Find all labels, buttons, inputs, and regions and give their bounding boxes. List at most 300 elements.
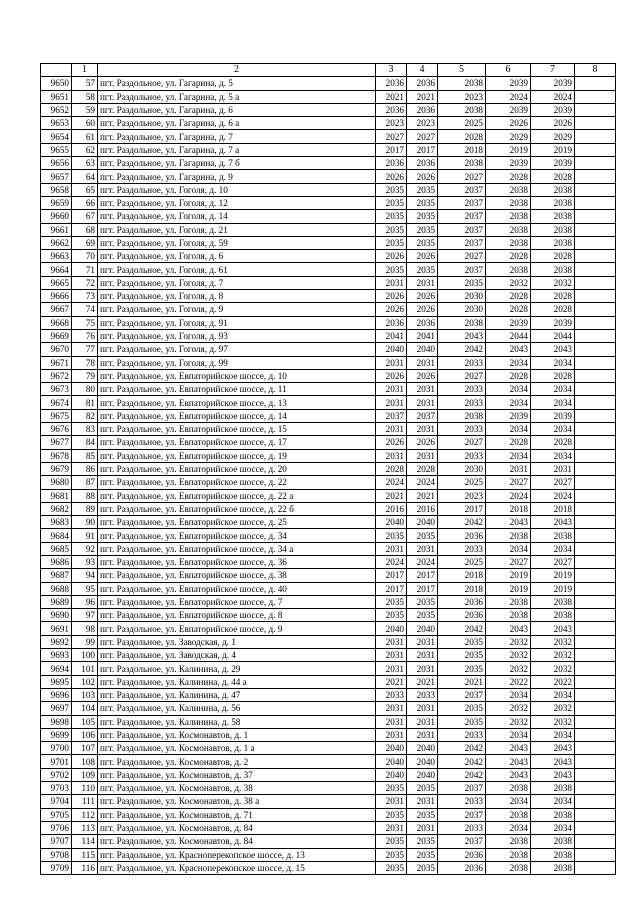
header-cell: 5: [438, 64, 486, 77]
row-number-cell: 9682: [41, 502, 72, 515]
row-number-cell: 9686: [41, 555, 72, 568]
address-cell: пгт. Раздольное, ул. Евпаторийское шоссе, д. 13: [98, 396, 376, 409]
col8-cell: [575, 861, 616, 874]
address-cell: пгт. Раздольное, ул. Космонавтов, д. 2: [98, 755, 376, 768]
year-col3-cell: 2031: [376, 662, 407, 675]
year-col3-cell: 2041: [376, 329, 407, 342]
year-col6-cell: 2032: [486, 702, 531, 715]
year-col3-cell: 2026: [376, 170, 407, 183]
year-col4-cell: 2031: [407, 635, 438, 648]
year-col6-cell: 2018: [486, 502, 531, 515]
year-col6-cell: 2043: [486, 742, 531, 755]
year-col7-cell: 2019: [531, 569, 575, 582]
address-cell: пгт. Раздольное, ул. Гагарина, д. 9: [98, 170, 376, 183]
year-col4-cell: 2031: [407, 715, 438, 728]
year-col6-cell: 2028: [486, 436, 531, 449]
col8-cell: [575, 329, 616, 342]
row-number-cell: 9707: [41, 835, 72, 848]
year-col3-cell: 2031: [376, 383, 407, 396]
item-number-cell: 65: [72, 183, 98, 196]
item-number-cell: 61: [72, 130, 98, 143]
year-col4-cell: 2017: [407, 569, 438, 582]
table-row: [41, 768, 616, 781]
year-col7-cell: 2034: [531, 688, 575, 701]
year-col3-cell: 2040: [376, 768, 407, 781]
year-col4-cell: 2031: [407, 821, 438, 834]
row-number-cell: 9656: [41, 157, 72, 170]
item-number-cell: 108: [72, 755, 98, 768]
year-col4-cell: 2031: [407, 276, 438, 289]
item-number-cell: 85: [72, 449, 98, 462]
year-col6-cell: 2034: [486, 449, 531, 462]
col8-cell: [575, 662, 616, 675]
year-col4-cell: 2035: [407, 595, 438, 608]
year-col5-cell: 2042: [438, 755, 486, 768]
year-col3-cell: 2017: [376, 143, 407, 156]
year-col3-cell: 2035: [376, 848, 407, 861]
col8-cell: [575, 130, 616, 143]
year-col6-cell: 2032: [486, 649, 531, 662]
year-col6-cell: 2044: [486, 329, 531, 342]
row-number-cell: 9688: [41, 582, 72, 595]
col8-cell: [575, 316, 616, 329]
row-number-cell: 9692: [41, 635, 72, 648]
year-col5-cell: 2025: [438, 117, 486, 130]
col8-cell: [575, 436, 616, 449]
year-col6-cell: 2032: [486, 276, 531, 289]
item-number-cell: 79: [72, 369, 98, 382]
address-cell: пгт. Раздольное, ул. Евпаторийское шоссе, д. 8: [98, 609, 376, 622]
col8-cell: [575, 555, 616, 568]
row-number-cell: 9679: [41, 462, 72, 475]
year-col5-cell: 2018: [438, 582, 486, 595]
col8-cell: [575, 569, 616, 582]
row-number-cell: 9696: [41, 688, 72, 701]
col8-cell: [575, 516, 616, 529]
year-col4-cell: 2026: [407, 303, 438, 316]
col8-cell: [575, 542, 616, 555]
table-header-row: [41, 64, 616, 77]
year-col7-cell: 2038: [531, 808, 575, 821]
address-cell: пгт. Раздольное, ул. Гоголя, д. 10: [98, 183, 376, 196]
year-col5-cell: 2030: [438, 303, 486, 316]
item-number-cell: 96: [72, 595, 98, 608]
year-col7-cell: 2018: [531, 502, 575, 515]
year-col7-cell: 2032: [531, 702, 575, 715]
year-col7-cell: 2034: [531, 423, 575, 436]
year-col7-cell: 2034: [531, 542, 575, 555]
table-row: [41, 782, 616, 795]
year-col5-cell: 2033: [438, 449, 486, 462]
item-number-cell: 62: [72, 143, 98, 156]
year-col5-cell: 2043: [438, 329, 486, 342]
year-col4-cell: 2031: [407, 795, 438, 808]
row-number-cell: 9689: [41, 595, 72, 608]
row-number-cell: 9703: [41, 782, 72, 795]
row-number-cell: 9667: [41, 303, 72, 316]
col8-cell: [575, 476, 616, 489]
year-col5-cell: 2035: [438, 649, 486, 662]
row-number-cell: 9681: [41, 489, 72, 502]
item-number-cell: 105: [72, 715, 98, 728]
year-col5-cell: 2033: [438, 728, 486, 741]
col8-cell: [575, 609, 616, 622]
year-col3-cell: 2040: [376, 343, 407, 356]
table-row: [41, 130, 616, 143]
address-cell: пгт. Раздольное, ул. Евпаторийское шоссе, д. 15: [98, 423, 376, 436]
row-number-cell: 9659: [41, 196, 72, 209]
table-row: [41, 423, 616, 436]
item-number-cell: 114: [72, 835, 98, 848]
year-col4-cell: 2017: [407, 143, 438, 156]
year-col5-cell: 2037: [438, 688, 486, 701]
table-row: [41, 223, 616, 236]
year-col5-cell: 2025: [438, 555, 486, 568]
address-cell: пгт. Раздольное, ул. Космонавтов, д. 84: [98, 835, 376, 848]
address-cell: пгт. Раздольное, ул. Гоголя, д. 61: [98, 263, 376, 276]
table-row: [41, 436, 616, 449]
year-col3-cell: 2035: [376, 595, 407, 608]
year-col6-cell: 2029: [486, 130, 531, 143]
year-col6-cell: 2019: [486, 582, 531, 595]
year-col6-cell: 2022: [486, 675, 531, 688]
year-col4-cell: 2017: [407, 582, 438, 595]
year-col5-cell: 2023: [438, 90, 486, 103]
year-col7-cell: 2039: [531, 77, 575, 90]
col8-cell: [575, 236, 616, 249]
table-row: [41, 236, 616, 249]
year-col4-cell: 2041: [407, 329, 438, 342]
row-number-cell: 9704: [41, 795, 72, 808]
table-row: [41, 356, 616, 369]
year-col4-cell: 2035: [407, 263, 438, 276]
table-row: [41, 808, 616, 821]
table-row: [41, 662, 616, 675]
row-number-cell: 9685: [41, 542, 72, 555]
year-col7-cell: 2038: [531, 835, 575, 848]
col8-cell: [575, 290, 616, 303]
year-col6-cell: 2038: [486, 196, 531, 209]
address-cell: пгт. Раздольное, ул. Гоголя, д. 99: [98, 356, 376, 369]
year-col3-cell: 2040: [376, 516, 407, 529]
table-row: [41, 795, 616, 808]
item-number-cell: 66: [72, 196, 98, 209]
year-col3-cell: 2031: [376, 649, 407, 662]
year-col6-cell: 2038: [486, 263, 531, 276]
year-col5-cell: 2021: [438, 675, 486, 688]
year-col6-cell: 2034: [486, 688, 531, 701]
row-number-cell: 9677: [41, 436, 72, 449]
address-cell: пгт. Раздольное, ул. Евпаторийское шоссе, д. 38: [98, 569, 376, 582]
item-number-cell: 101: [72, 662, 98, 675]
year-col5-cell: 2033: [438, 396, 486, 409]
year-col5-cell: 2037: [438, 835, 486, 848]
address-cell: пгт. Раздольное, ул. Заводская, д. 4: [98, 649, 376, 662]
item-number-cell: 57: [72, 77, 98, 90]
col8-cell: [575, 582, 616, 595]
item-number-cell: 71: [72, 263, 98, 276]
row-number-cell: 9695: [41, 675, 72, 688]
item-number-cell: 86: [72, 462, 98, 475]
year-col7-cell: 2039: [531, 409, 575, 422]
address-cell: пгт. Раздольное, ул. Евпаторийское шоссе, д. 14: [98, 409, 376, 422]
item-number-cell: 92: [72, 542, 98, 555]
header-cell: 6: [486, 64, 531, 77]
address-cell: пгт. Раздольное, ул. Евпаторийское шоссе, д. 22 а: [98, 489, 376, 502]
year-col3-cell: 2031: [376, 635, 407, 648]
year-col4-cell: 2040: [407, 343, 438, 356]
year-col5-cell: 2036: [438, 848, 486, 861]
year-col7-cell: 2039: [531, 103, 575, 116]
year-col4-cell: 2026: [407, 436, 438, 449]
year-col4-cell: 2023: [407, 117, 438, 130]
year-col6-cell: 2039: [486, 409, 531, 422]
year-col5-cell: 2028: [438, 130, 486, 143]
year-col7-cell: 2034: [531, 821, 575, 834]
table-row: [41, 649, 616, 662]
col8-cell: [575, 449, 616, 462]
year-col5-cell: 2042: [438, 768, 486, 781]
year-col6-cell: 2043: [486, 622, 531, 635]
year-col5-cell: 2027: [438, 250, 486, 263]
year-col3-cell: 2035: [376, 210, 407, 223]
table-row: [41, 409, 616, 422]
year-col4-cell: 2036: [407, 103, 438, 116]
address-cell: пгт. Раздольное, ул. Гоголя, д. 14: [98, 210, 376, 223]
year-col7-cell: 2038: [531, 223, 575, 236]
row-number-cell: 9680: [41, 476, 72, 489]
year-col4-cell: 2031: [407, 423, 438, 436]
col8-cell: [575, 356, 616, 369]
year-col4-cell: 2035: [407, 183, 438, 196]
year-col3-cell: 2031: [376, 702, 407, 715]
row-number-cell: 9673: [41, 383, 72, 396]
year-col5-cell: 2030: [438, 290, 486, 303]
year-col7-cell: 2038: [531, 529, 575, 542]
year-col6-cell: 2028: [486, 250, 531, 263]
year-col4-cell: 2036: [407, 157, 438, 170]
row-number-cell: 9662: [41, 236, 72, 249]
year-col6-cell: 2034: [486, 356, 531, 369]
item-number-cell: 80: [72, 383, 98, 396]
item-number-cell: 60: [72, 117, 98, 130]
year-col3-cell: 2037: [376, 409, 407, 422]
year-col7-cell: 2039: [531, 157, 575, 170]
item-number-cell: 83: [72, 423, 98, 436]
year-col5-cell: 2035: [438, 635, 486, 648]
year-col4-cell: 2021: [407, 489, 438, 502]
year-col4-cell: 2031: [407, 356, 438, 369]
year-col6-cell: 2038: [486, 848, 531, 861]
table-row: [41, 143, 616, 156]
col8-cell: [575, 782, 616, 795]
item-number-cell: 84: [72, 436, 98, 449]
year-col4-cell: 2031: [407, 383, 438, 396]
year-col4-cell: 2036: [407, 316, 438, 329]
address-cell: пгт. Раздольное, ул. Евпаторийское шоссе, д. 7: [98, 595, 376, 608]
address-cell: пгт. Раздольное, ул. Гагарина, д. 7 а: [98, 143, 376, 156]
year-col5-cell: 2038: [438, 157, 486, 170]
year-col3-cell: 2026: [376, 369, 407, 382]
row-number-cell: 9708: [41, 848, 72, 861]
year-col4-cell: 2036: [407, 77, 438, 90]
table-row: [41, 516, 616, 529]
year-col7-cell: 2043: [531, 768, 575, 781]
year-col6-cell: 2024: [486, 489, 531, 502]
row-number-cell: 9670: [41, 343, 72, 356]
row-number-cell: 9651: [41, 90, 72, 103]
col8-cell: [575, 303, 616, 316]
year-col7-cell: 2043: [531, 755, 575, 768]
address-cell: пгт. Раздольное, ул. Евпаторийское шоссе, д. 19: [98, 449, 376, 462]
year-col6-cell: 2038: [486, 529, 531, 542]
row-number-cell: 9701: [41, 755, 72, 768]
item-number-cell: 69: [72, 236, 98, 249]
col8-cell: [575, 728, 616, 741]
col8-cell: [575, 276, 616, 289]
year-col4-cell: 2035: [407, 782, 438, 795]
row-number-cell: 9650: [41, 77, 72, 90]
year-col5-cell: 2035: [438, 662, 486, 675]
year-col3-cell: 2035: [376, 861, 407, 874]
year-col4-cell: 2021: [407, 675, 438, 688]
year-col5-cell: 2037: [438, 236, 486, 249]
address-cell: пгт. Раздольное, ул. Космонавтов, д. 38 а: [98, 795, 376, 808]
year-col7-cell: 2043: [531, 622, 575, 635]
year-col6-cell: 2032: [486, 635, 531, 648]
table-row: [41, 210, 616, 223]
year-col5-cell: 2042: [438, 516, 486, 529]
year-col4-cell: 2035: [407, 848, 438, 861]
year-col6-cell: 2034: [486, 383, 531, 396]
table-row: [41, 489, 616, 502]
table-row: [41, 609, 616, 622]
item-number-cell: 95: [72, 582, 98, 595]
year-col6-cell: 2032: [486, 662, 531, 675]
address-cell: пгт. Раздольное, ул. Евпаторийское шоссе, д. 36: [98, 555, 376, 568]
year-col6-cell: 2043: [486, 755, 531, 768]
year-col5-cell: 2036: [438, 861, 486, 874]
address-cell: пгт. Раздольное, ул. Космонавтов, д. 71: [98, 808, 376, 821]
item-number-cell: 63: [72, 157, 98, 170]
table-row: [41, 742, 616, 755]
year-col4-cell: 2035: [407, 236, 438, 249]
col8-cell: [575, 396, 616, 409]
row-number-cell: 9654: [41, 130, 72, 143]
row-number-cell: 9706: [41, 821, 72, 834]
item-number-cell: 107: [72, 742, 98, 755]
item-number-cell: 68: [72, 223, 98, 236]
item-number-cell: 81: [72, 396, 98, 409]
year-col7-cell: 2034: [531, 795, 575, 808]
year-col5-cell: 2038: [438, 409, 486, 422]
address-cell: пгт. Раздольное, ул. Евпаторийское шоссе, д. 40: [98, 582, 376, 595]
table-row: [41, 316, 616, 329]
header-cell: [41, 64, 72, 77]
item-number-cell: 58: [72, 90, 98, 103]
year-col5-cell: 2037: [438, 210, 486, 223]
year-col4-cell: 2037: [407, 409, 438, 422]
col8-cell: [575, 688, 616, 701]
year-col6-cell: 2028: [486, 290, 531, 303]
table-row: [41, 276, 616, 289]
address-cell: пгт. Раздольное, ул. Гагарина, д. 5: [98, 77, 376, 90]
col8-cell: [575, 755, 616, 768]
row-number-cell: 9687: [41, 569, 72, 582]
address-cell: пгт. Раздольное, ул. Гоголя, д. 93: [98, 329, 376, 342]
year-col3-cell: 2036: [376, 316, 407, 329]
year-col4-cell: 2026: [407, 369, 438, 382]
col8-cell: [575, 529, 616, 542]
year-col7-cell: 2028: [531, 250, 575, 263]
item-number-cell: 70: [72, 250, 98, 263]
year-col5-cell: 2017: [438, 502, 486, 515]
row-number-cell: 9693: [41, 649, 72, 662]
year-col5-cell: 2033: [438, 542, 486, 555]
header-cell: 2: [98, 64, 376, 77]
year-col5-cell: 2038: [438, 77, 486, 90]
col8-cell: [575, 715, 616, 728]
year-col5-cell: 2033: [438, 356, 486, 369]
col8-cell: [575, 263, 616, 276]
year-col4-cell: 2031: [407, 728, 438, 741]
address-cell: пгт. Раздольное, ул. Евпаторийское шоссе, д. 11: [98, 383, 376, 396]
year-col7-cell: 2027: [531, 476, 575, 489]
year-col6-cell: 2027: [486, 555, 531, 568]
row-number-cell: 9653: [41, 117, 72, 130]
address-cell: пгт. Раздольное, ул. Гагарина, д. 6 а: [98, 117, 376, 130]
row-number-cell: 9664: [41, 263, 72, 276]
year-col5-cell: 2036: [438, 529, 486, 542]
item-number-cell: 102: [72, 675, 98, 688]
year-col3-cell: 2021: [376, 489, 407, 502]
table-row: [41, 529, 616, 542]
year-col5-cell: 2037: [438, 223, 486, 236]
year-col3-cell: 2035: [376, 183, 407, 196]
year-col3-cell: 2026: [376, 250, 407, 263]
year-col5-cell: 2035: [438, 715, 486, 728]
item-number-cell: 87: [72, 476, 98, 489]
year-col6-cell: 2032: [486, 715, 531, 728]
year-col5-cell: 2037: [438, 196, 486, 209]
table-row: [41, 90, 616, 103]
header-cell: 3: [376, 64, 407, 77]
year-col4-cell: 2026: [407, 290, 438, 303]
year-col3-cell: 2031: [376, 356, 407, 369]
col8-cell: [575, 90, 616, 103]
year-col6-cell: 2028: [486, 369, 531, 382]
table-row: [41, 582, 616, 595]
address-cell: пгт. Раздольное, ул. Евпаторийское шоссе, д. 9: [98, 622, 376, 635]
item-number-cell: 112: [72, 808, 98, 821]
year-col5-cell: 2018: [438, 569, 486, 582]
year-col6-cell: 2038: [486, 782, 531, 795]
year-col7-cell: 2032: [531, 276, 575, 289]
col8-cell: [575, 635, 616, 648]
item-number-cell: 111: [72, 795, 98, 808]
address-cell: пгт. Раздольное, ул. Космонавтов, д. 1: [98, 728, 376, 741]
col8-cell: [575, 768, 616, 781]
year-col3-cell: 2017: [376, 569, 407, 582]
year-col3-cell: 2031: [376, 449, 407, 462]
year-col3-cell: 2036: [376, 157, 407, 170]
year-col6-cell: 2039: [486, 103, 531, 116]
year-col7-cell: 2034: [531, 396, 575, 409]
year-col7-cell: 2026: [531, 117, 575, 130]
year-col4-cell: 2040: [407, 755, 438, 768]
row-number-cell: 9694: [41, 662, 72, 675]
year-col7-cell: 2022: [531, 675, 575, 688]
